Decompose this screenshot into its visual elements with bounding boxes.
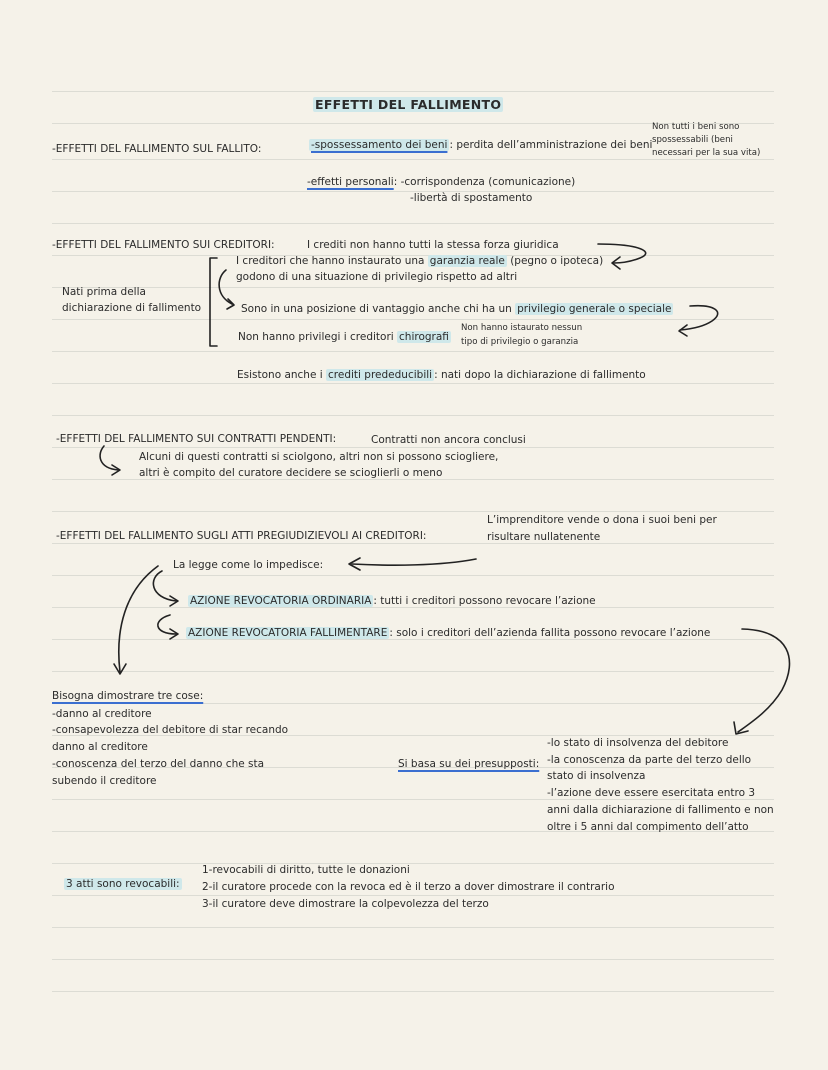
side-note-2: spossessabili (beni (652, 135, 733, 145)
sec4-note-1: L’imprenditore vende o dona i suoi beni per (487, 514, 717, 526)
personali-item-2: -libertà di spostamento (410, 192, 533, 204)
side-label-2: dichiarazione di fallimento (62, 302, 202, 314)
chiro-note-1: Non hanno istaurato nessun (461, 323, 583, 333)
garanzia-prefix: I creditori che hanno instaurato una (236, 255, 428, 267)
side-note-1: Non tutti i beni sono (652, 122, 740, 132)
sec2-intro: I crediti non hanno tutti la stessa forza giuridica (307, 239, 559, 251)
dimostrare-heading-text: Bisogna dimostrare tre cose: (52, 690, 204, 702)
sec1-heading: -EFFETTI DEL FALLIMENTO SUL FALLITO: (52, 143, 262, 155)
curved-arrow-icon (738, 629, 789, 732)
privilegio-line: godono di una situazione di privilegio rispetto ad altri (236, 271, 518, 283)
presupposti-item-2: -la conoscenza da parte del terzo dello (547, 754, 752, 766)
personali-label: -effetti personali (307, 176, 394, 188)
hook-arrow-icon (219, 270, 232, 304)
garanzia-suffix: (pegno o ipoteca) (506, 255, 604, 267)
fallimentare-text: : solo i creditori dell’azienda fallita possono revocare l’azione (389, 627, 711, 639)
curved-arrow-icon (598, 244, 646, 263)
dimostrare-item-3: danno al creditore (52, 741, 148, 753)
dimostrare-item-2: -consapevolezza del debitore di star recando (52, 724, 289, 736)
arrowhead-icon (734, 722, 748, 734)
personali-item-1: : -corrispondenza (comunicazione) (393, 176, 576, 188)
presupposti-item-4: -l’azione deve essere esercitata entro 3 (547, 787, 756, 799)
prededucibili-highlight: crediti prededucibili (328, 369, 433, 381)
sec5-item-2: 2-il curatore procede con la revoca ed è il terzo a dover dimostrare il contrario (202, 881, 615, 893)
presupposti-label-text: Si basa su dei presupposti: (398, 758, 540, 770)
fallimentare-label: AZIONE REVOCATORIA FALLIMENTARE (188, 627, 388, 639)
sec4-note-2: risultare nullatenente (487, 531, 601, 543)
sec3-body-2: altri è compito del curatore decidere se scioglierli o meno (139, 467, 443, 479)
presupposti-item-1: -lo stato di insolvenza del debitore (547, 737, 729, 749)
prededucibili-suffix: : nati dopo la dichiarazione di fallimento (434, 369, 646, 381)
sec5-item-1: 1-revocabili di diritto, tutte le donazioni (202, 864, 410, 876)
dimostrare-item-5: subendo il creditore (52, 775, 157, 787)
title-text: EFFETTI DEL FALLIMENTO (315, 97, 502, 112)
presupposti-item-6: oltre i 5 anni dal compimento dell’atto (547, 821, 749, 833)
side-label-1: Nati prima della (62, 286, 146, 298)
sec3-intro: Contratti non ancora conclusi (371, 434, 526, 446)
hook-arrow-icon (153, 571, 176, 601)
legge-line: La legge come lo impedisce: (173, 559, 324, 571)
spossessamento-text: : perdita dell’amministrazione dei beni (449, 139, 653, 151)
chirografi-highlight: chirografi (399, 331, 449, 343)
dimostrare-item-4: -conoscenza del terzo del danno che sta (52, 758, 265, 770)
sec2-heading: -EFFETTI DEL FALLIMENTO SUI CREDITORI: (52, 239, 275, 251)
ordinaria-label: AZIONE REVOCATORIA ORDINARIA (190, 595, 372, 607)
side-note-3: necessari per la sua vita) (652, 148, 761, 158)
sec5-label-text: 3 atti sono revocabili: (66, 878, 180, 890)
ordinaria-text: : tutti i creditori possono revocare l’azione (373, 595, 596, 607)
vantaggio-prefix: Sono in una posizione di vantaggio anche chi ha un (241, 303, 516, 315)
dimostrare-item-1: -danno al creditore (52, 708, 152, 720)
spossessamento-label: -spossessamento dei beni (311, 139, 448, 151)
sec5-item-3: 3-il curatore deve dimostrare la colpevolezza del terzo (202, 898, 489, 910)
sec4-heading: -EFFETTI DEL FALLIMENTO SUGLI ATTI PREGIUDIZIEVOLI AI CREDITORI: (56, 530, 427, 542)
garanzia-highlight: garanzia reale (429, 255, 505, 267)
sec3-body-1: Alcuni di questi contratti si sciolgono, altri non si possono sciogliere, (139, 451, 499, 463)
chiro-note-2: tipo di privilegio o garanzia (461, 337, 579, 347)
presupposti-item-5: anni dalla dichiarazione di fallimento e non (547, 804, 774, 816)
down-arrow-icon (119, 566, 158, 672)
chirografi-prefix: Non hanno privilegi i creditori (238, 331, 398, 343)
left-arrow-icon (352, 559, 476, 565)
presupposti-item-3: stato di insolvenza (547, 770, 646, 782)
privilegio-highlight: privilegio generale o speciale (517, 303, 672, 315)
bracket-icon (210, 258, 217, 346)
sec3-heading: -EFFETTI DEL FALLIMENTO SUI CONTRATTI PENDENTI: (56, 433, 337, 445)
prededucibili-prefix: Esistono anche i (237, 369, 327, 381)
